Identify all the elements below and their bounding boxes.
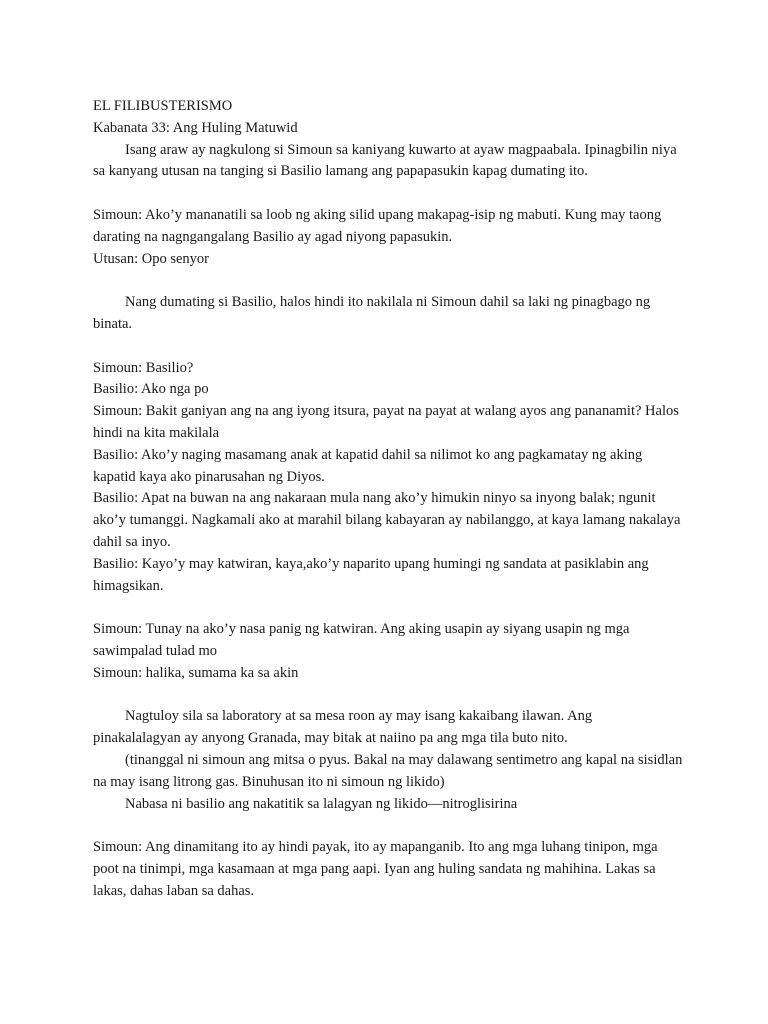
paragraph-narration-4: (tinanggal ni simoun ang mitsa o pyus. Bakal na may dalawang sentimetro ang kapal na sisidlan na may isang litrong gas. Binuhusan ito ni simoun ng likido) [93, 751, 686, 790]
dialogue-line: Simoun: Bakit ganiyan ang na ang iyong itsura, payat na payat at walang ayos ang pananamit? Halos hindi na kita makilala [93, 403, 683, 441]
document-title: EL FILIBUSTERISMO [93, 98, 233, 114]
spacer [93, 183, 683, 205]
dialogue-line: Simoun: Basilio? [93, 359, 194, 376]
dialogue-line: Basilio: Ako nga po [93, 381, 209, 398]
paragraph-narration-1: Isang araw ay nagkulong si Simoun sa kaniyang kuwarto at ayaw magpaabala. Ipinagbilin niya sa kanyang utusan na tanging si Basilio lamang ang papapasukin kapag dumating ito. [93, 141, 681, 180]
dialogue-line: Simoun: halika, sumama ka sa akin [93, 664, 299, 681]
dialogue-line: Utusan: Opo senyor [93, 250, 209, 267]
dialogue-line: Basilio: Kayo’y may katwiran, kaya,ako’y naparito upang humingi ng sandata at pasiklabin ang himagsikan. [93, 555, 653, 594]
dialogue-line: Basilio: Apat na buwan na ang nakaraan mula nang ako’y himukin ninyo sa inyong balak; ngunit ako’y tumanggi. Nagkamali ako at marahil bilang kabayaran ay nabilanggo, at kaya lamang nakalaya dahil sa inyo. [93, 490, 685, 550]
paragraph-narration-3: Nagtuloy sila sa laboratory at sa mesa roon ay may isang kakaibang ilawan. Ang pinakalalagyan ay anyong Granada, may bitak at naiino pa ang mga tila buto nito. [93, 708, 596, 747]
spacer [93, 336, 683, 358]
paragraph-narration-2: Nang dumating si Basilio, halos hindi ito nakilala ni Simoun dahil sa laki ng pinagbago ng binata. [93, 294, 654, 332]
spacer [93, 270, 683, 292]
dialogue-line: Simoun: Ang dinamitang ito ay hindi payak, ito ay mapanganib. Ito ang mga luhang tinipon, mga poot na tinimpi, mga kasamaan at mga pang aapi. Iyan ang huling sandata ng mahihina. Lakas sa lakas, dahas laban sa dahas. [93, 839, 662, 899]
chapter-heading: Kabanata 33: Ang Huling Matuwid [93, 119, 298, 136]
spacer [93, 815, 683, 837]
spacer [93, 597, 683, 619]
dialogue-line: Simoun: Tunay na ako’y nasa panig ng katwiran. Ang aking usapin ay siyang usapin ng mga sawimpalad tulad mo [93, 621, 634, 659]
dialogue-line: Basilio: Ako’y naging masamang anak at kapatid dahil sa nilimot ko ang pagkamatay ng aking kapatid kaya ako pinarusahan ng Diyos. [93, 446, 646, 485]
spacer [93, 685, 683, 707]
document-body [93, 96, 686, 902]
paragraph-narration-5: Nabasa ni basilio ang nakatitik sa lalagyan ng likido—nitroglisirina [125, 795, 518, 812]
dialogue-line: Simoun: Ako’y mananatili sa loob ng aking silid upang makapag-isip ng mabuti. Kung may taong darating na nagngangalang Basilio ay agad niyong papasukin. [93, 206, 665, 245]
